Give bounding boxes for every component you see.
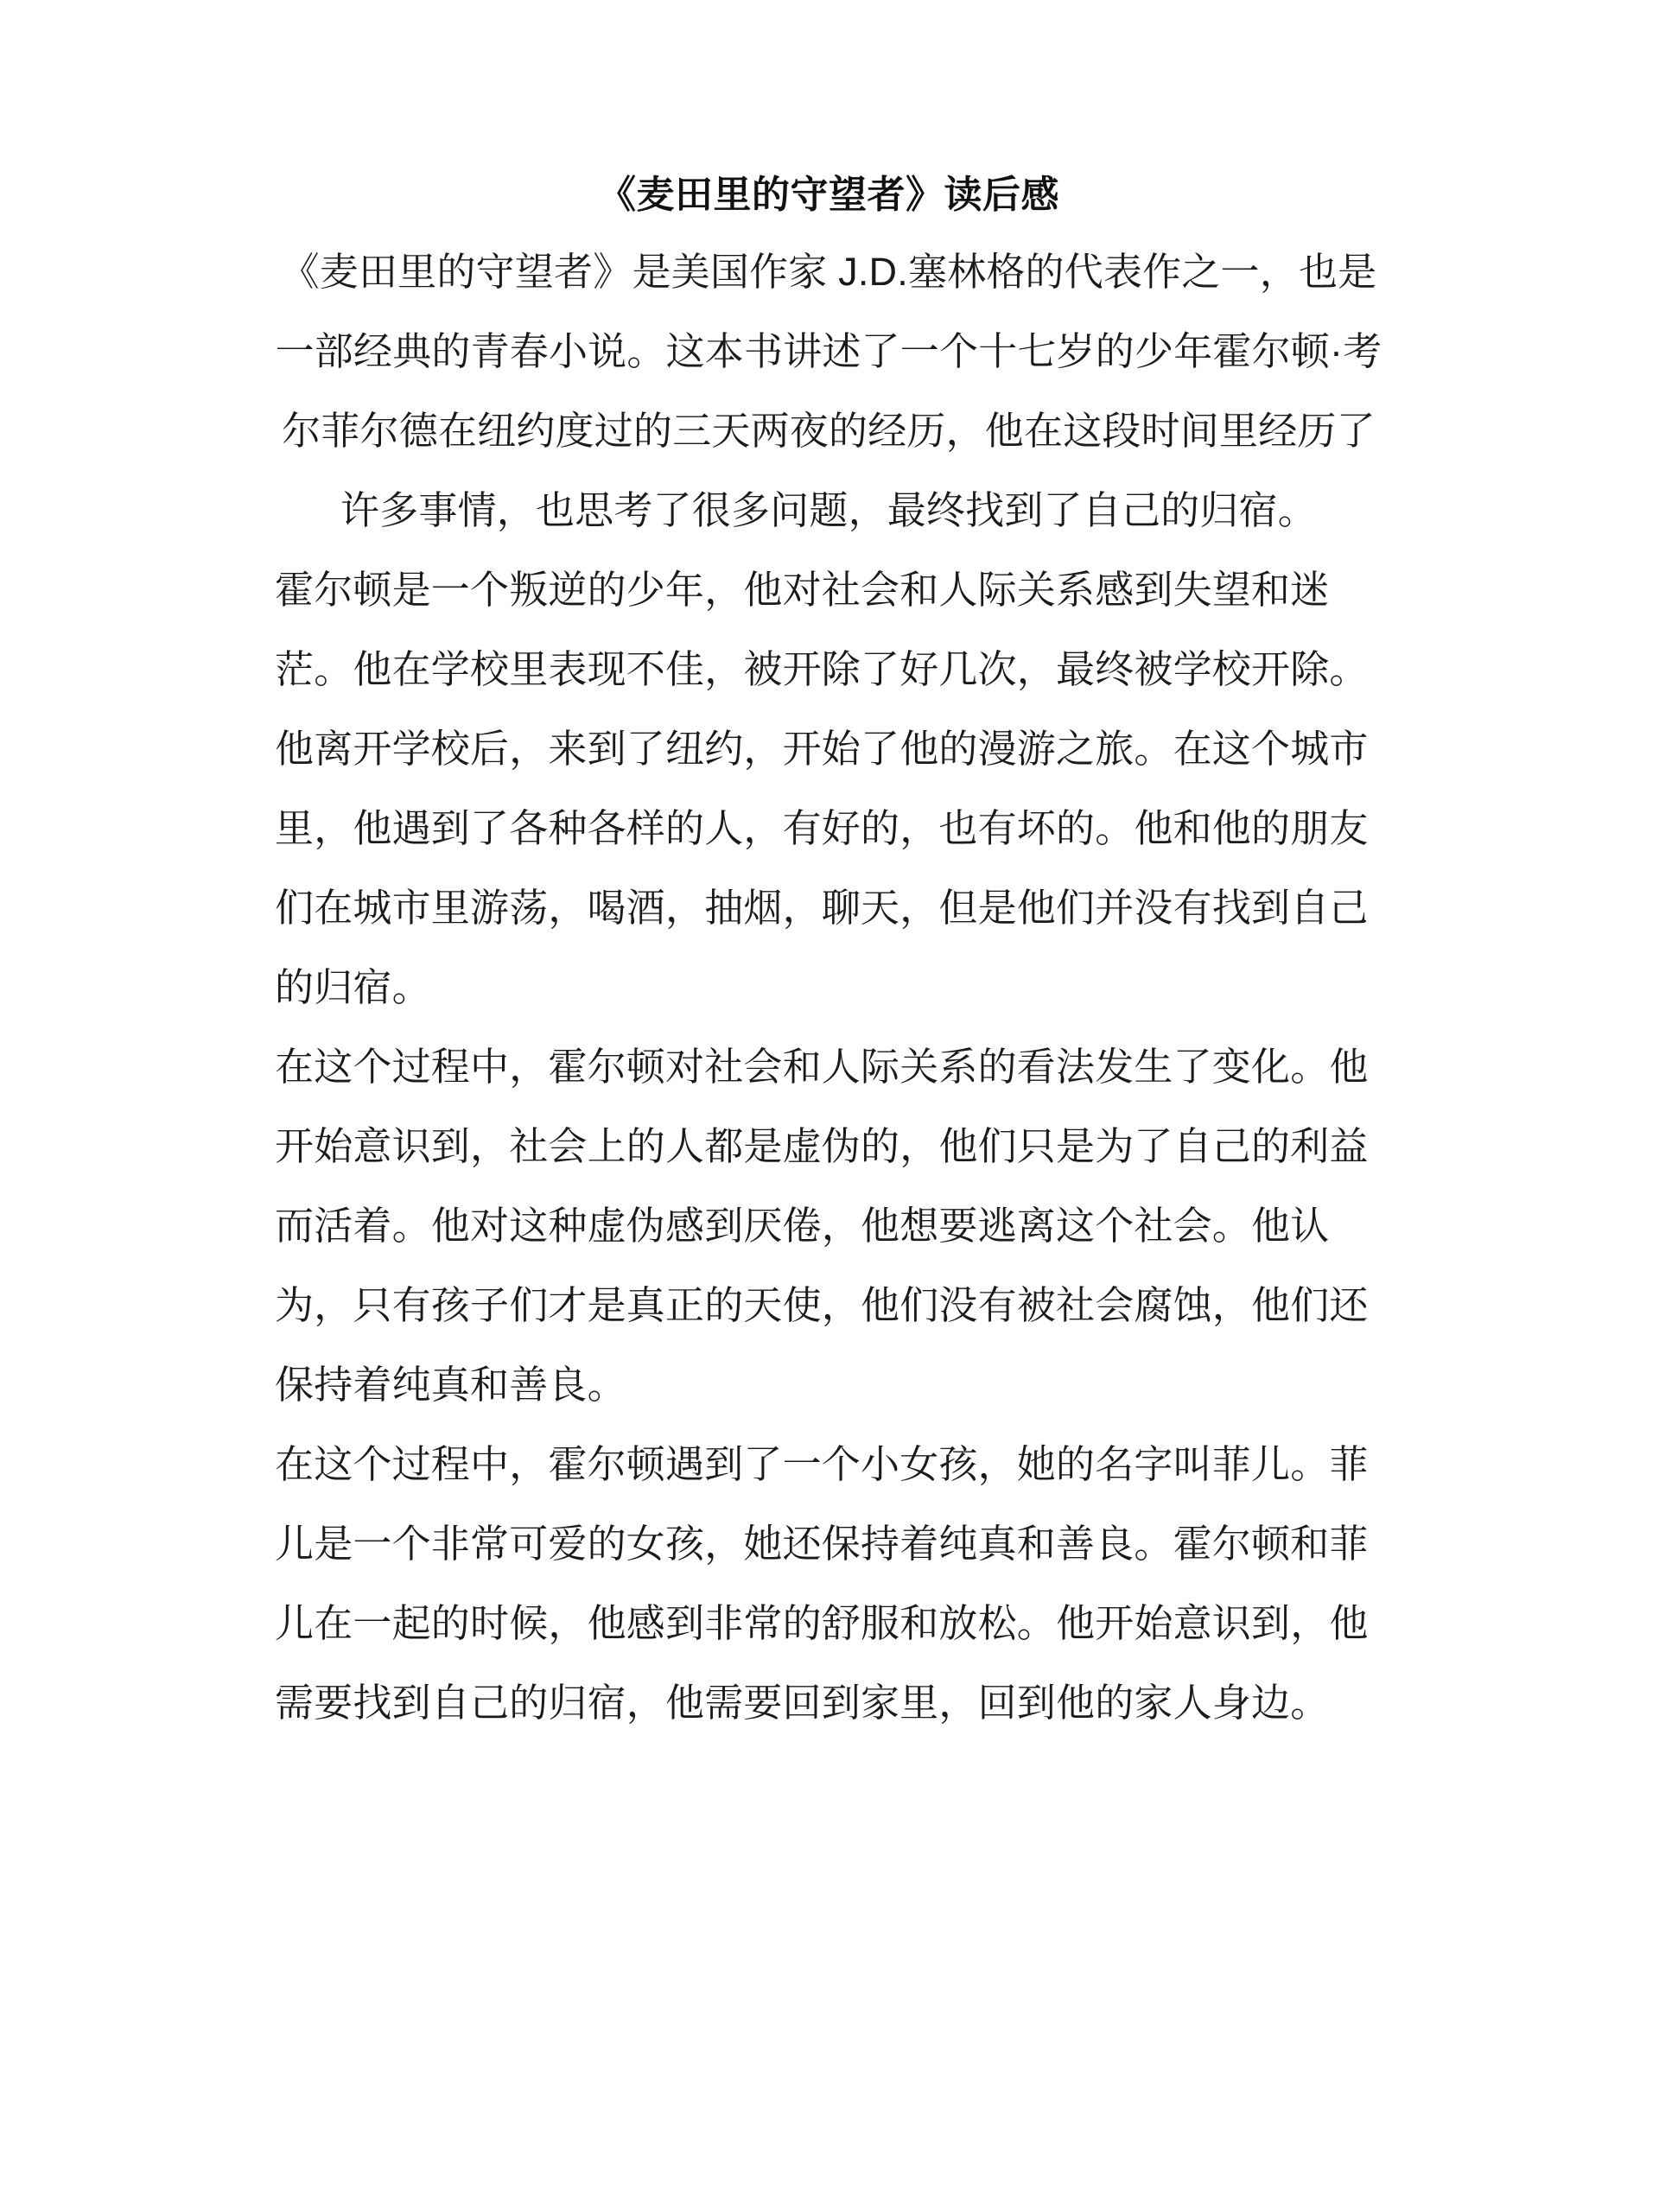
paragraph-holden-views: 在这个过程中，霍尔顿对社会和人际关系的看法发生了变化。他开始意识到，社会上的人都是虚伪的，他们只是为了自己的利益而活着。他对这种虚伪感到厌倦，他想要逃离这个社会。他认为，只有孩子们才是真正的天使，他们没有被社会腐蚀，他们还保持着纯真和善良。 [275,1045,1369,1408]
paragraph-phoebe: 在这个过程中，霍尔顿遇到了一个小女孩，她的名字叫菲儿。菲儿是一个非常可爱的女孩，她还保持着纯真和善良。霍尔顿和菲儿在一起的时候，他感到非常的舒服和放松。他开始意识到，他需要找到自己的归宿，他需要回到家里，回到他的家人身边。 [275,1442,1369,1726]
page-title: 《麦田里的守望者》读后感 [598,174,1059,216]
document-body [275,169,1382,1743]
paragraph-intro: 《麦田里的守望者》是美国作家 J.D.塞林格的代表作之一，也是一部经典的青春小说。这本书讲述了一个十七岁的少年霍尔顿·考尔菲尔德在纽约度过的三天两夜的经历，他在这段时间里经历了许多事情，也思考了很多问题，最终找到了自己的归宿。 [275,250,1382,533]
paragraph-holden-character: 霍尔顿是一个叛逆的少年，他对社会和人际关系感到失望和迷茫。他在学校里表现不佳，被开除了好几次，最终被学校开除。他离开学校后，来到了纽约，开始了他的漫游之旅。在这个城市里，他遇到了各种各样的人，有好的，也有坏的。他和他的朋友们在城市里游荡，喝酒，抽烟，聊天，但是他们并没有找到自己的归宿。 [275,568,1369,1010]
